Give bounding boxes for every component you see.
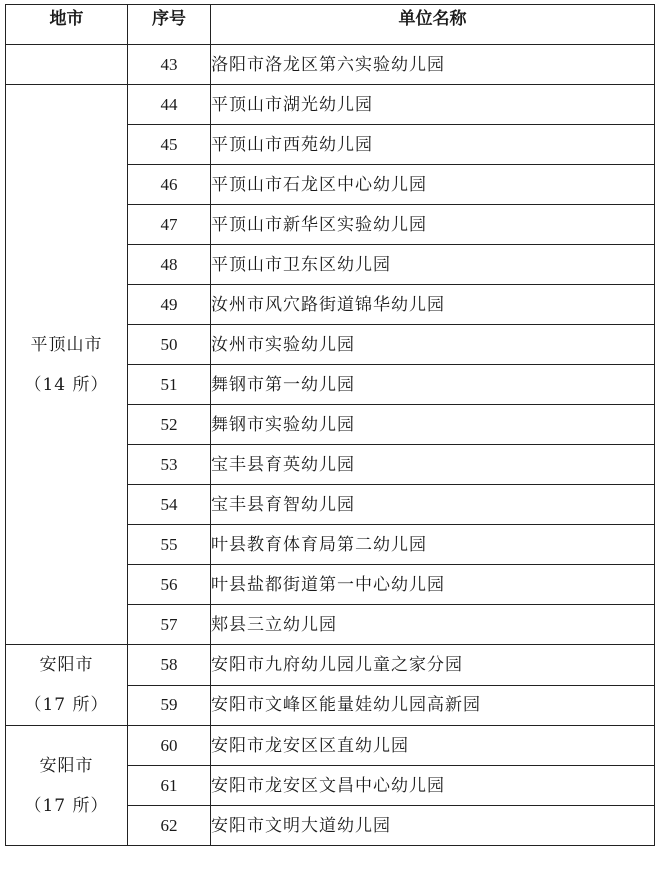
city-cell (6, 726, 128, 846)
city-name: 安阳市 (39, 655, 94, 675)
seq-cell: 59 (128, 685, 211, 726)
seq-cell: 50 (128, 325, 211, 365)
seq-cell: 52 (128, 405, 211, 445)
city-cell (6, 45, 128, 85)
unit-name-cell: 平顶山市卫东区幼儿园 (211, 245, 655, 285)
city-name: 平顶山市 (30, 334, 103, 355)
city-count: （17 所） (24, 795, 109, 816)
header-city: 地市 (6, 5, 128, 45)
unit-name-cell: 汝州市实验幼儿园 (211, 325, 655, 365)
seq-cell: 60 (128, 726, 211, 766)
unit-name-cell: 宝丰县育智幼儿园 (211, 485, 655, 525)
unit-name-cell: 叶县教育体育局第二幼儿园 (211, 525, 655, 565)
unit-name-cell: 平顶山市石龙区中心幼儿园 (211, 165, 655, 205)
seq-cell: 51 (128, 365, 211, 405)
seq-cell: 62 (128, 806, 211, 846)
header-seq: 序号 (128, 5, 211, 45)
unit-name-cell: 平顶山市湖光幼儿园 (211, 85, 655, 125)
header-row (6, 5, 655, 45)
seq-cell: 45 (128, 125, 211, 165)
city-count: （17 所） (24, 695, 109, 715)
city-cell (6, 85, 128, 645)
seq-cell: 49 (128, 285, 211, 325)
unit-name-cell: 舞钢市第一幼儿园 (211, 365, 655, 405)
unit-name-cell: 宝丰县育英幼儿园 (211, 445, 655, 485)
header-name: 单位名称 (211, 5, 655, 45)
table-row (6, 645, 655, 686)
unit-name-cell: 安阳市龙安区区直幼儿园 (211, 726, 655, 766)
seq-cell: 54 (128, 485, 211, 525)
seq-cell: 44 (128, 85, 211, 125)
unit-name-cell: 安阳市龙安区文昌中心幼儿园 (211, 766, 655, 806)
seq-cell: 61 (128, 766, 211, 806)
seq-cell: 43 (128, 45, 211, 85)
seq-cell: 57 (128, 605, 211, 645)
city-count: （14 所） (24, 374, 109, 395)
unit-name-cell: 洛阳市洛龙区第六实验幼儿园 (211, 45, 655, 85)
table-row (6, 85, 655, 125)
city-name: 安阳市 (39, 755, 94, 776)
unit-name-cell: 舞钢市实验幼儿园 (211, 405, 655, 445)
unit-name-cell: 郏县三立幼儿园 (211, 605, 655, 645)
table-row (6, 45, 655, 85)
kindergarten-list-table (5, 4, 655, 846)
unit-name-cell: 叶县盐都街道第一中心幼儿园 (211, 565, 655, 605)
unit-name-cell: 安阳市文明大道幼儿园 (211, 806, 655, 846)
seq-cell: 56 (128, 565, 211, 605)
seq-cell: 55 (128, 525, 211, 565)
unit-name-cell: 平顶山市西苑幼儿园 (211, 125, 655, 165)
seq-cell: 46 (128, 165, 211, 205)
unit-name-cell: 平顶山市新华区实验幼儿园 (211, 205, 655, 245)
seq-cell: 47 (128, 205, 211, 245)
unit-name-cell: 汝州市风穴路街道锦华幼儿园 (211, 285, 655, 325)
unit-name-cell: 安阳市文峰区能量娃幼儿园高新园 (211, 685, 655, 726)
table-row (6, 726, 655, 766)
unit-name-cell: 安阳市九府幼儿园儿童之家分园 (211, 645, 655, 686)
seq-cell: 53 (128, 445, 211, 485)
table-body (6, 45, 655, 846)
city-cell (6, 645, 128, 726)
seq-cell: 58 (128, 645, 211, 686)
seq-cell: 48 (128, 245, 211, 285)
